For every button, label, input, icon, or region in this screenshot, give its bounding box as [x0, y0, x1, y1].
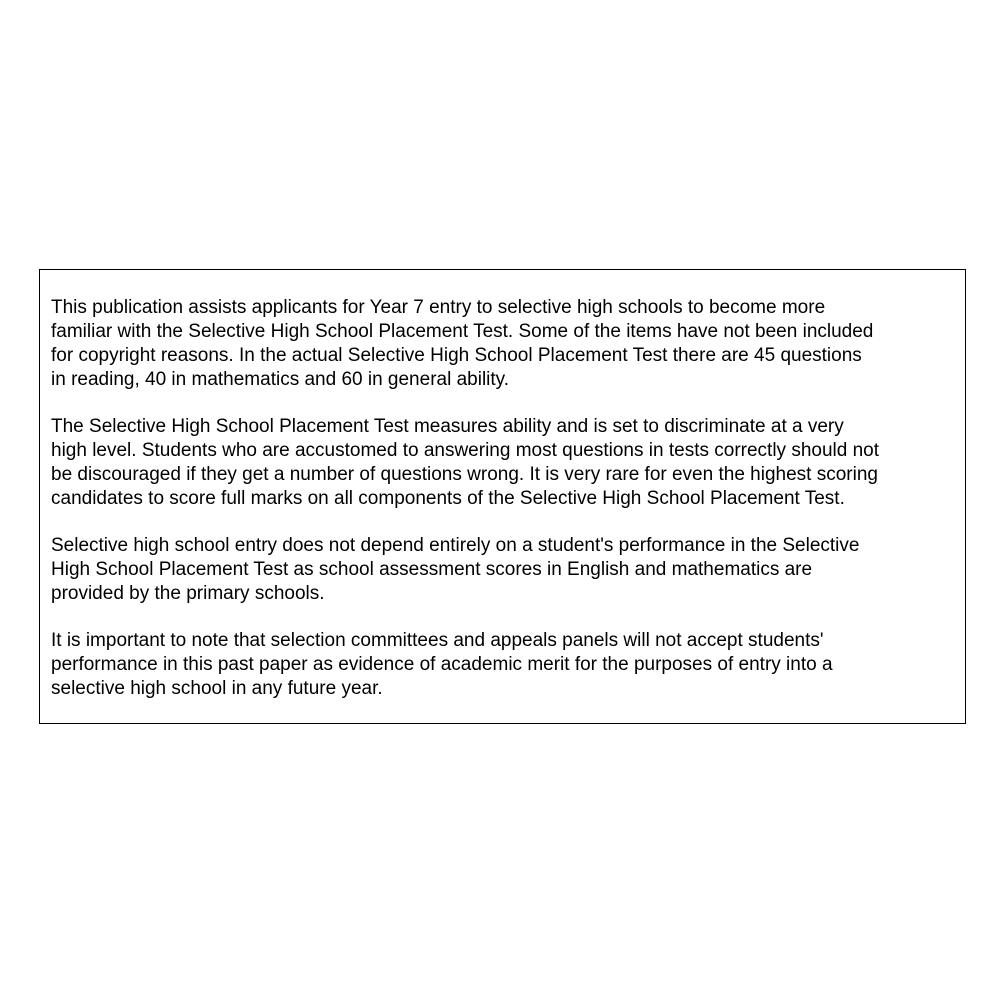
notice-box [39, 269, 966, 724]
notice-paragraph-purpose: This publication assists applicants for Year 7 entry to selective high schools to become more familiar with the Selective High School Placement Test. Some of the items have not been included for copyright reasons. In the actual Selective High School Placement Test there are 45 questions in reading, 40 in mathematics and 60 in general ability. [51, 297, 874, 390]
notice-paragraph-disclaimer: It is important to note that selection committees and appeals panels will not accept students' performance in this past paper as evidence of academic merit for the purposes of entry into a selective high school in any future year. [51, 630, 833, 699]
notice-paragraph-difficulty: The Selective High School Placement Test measures ability and is set to discriminate at a very high level. Students who are accustomed to answering most questions in tests correctly should not be discouraged if they get a number of questions wrong. It is very rare for even the highest scoring candidates to score full marks on all components of the Selective High School Placement Test. [51, 416, 879, 509]
notice-paragraph-entry-criteria: Selective high school entry does not depend entirely on a student's performance in the Selective High School Placement Test as school assessment scores in English and mathematics are provided by the primary schools. [51, 535, 860, 604]
